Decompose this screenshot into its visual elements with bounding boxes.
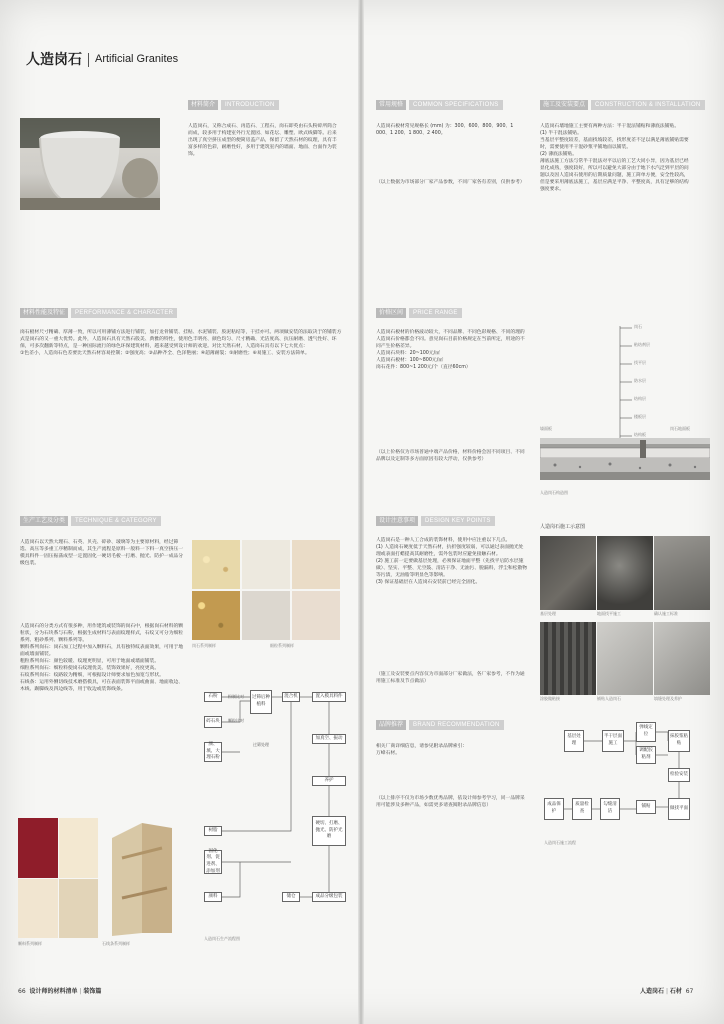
photo-tile-laying <box>597 622 653 696</box>
caption-samples-1: 岗石系列制样 <box>192 643 216 648</box>
planter-photo <box>20 118 160 210</box>
brand-head-en: BRAND RECOMMENDATION <box>409 720 504 730</box>
diagram-label-6: 结构板 <box>634 432 646 437</box>
photo-glue <box>540 622 596 696</box>
left-page-number: 66 <box>18 988 26 995</box>
technique-text-1: 人造岗石以天然大理石、石英、贝壳、碎砂、玻璃等为主要原材料，经过筛选、高压等多重工序精制而成，其生产流程是原料一般料一下料一真空挤压一模具料件一固压振荡成型一定置固化一硬切毛板一打磨、抛光、防护一成品分级包装。 <box>20 540 184 566</box>
technique-head-cn: 生产工艺及分类 <box>20 516 68 526</box>
photo-cap-3: 涂胶做粘接 <box>540 696 560 701</box>
proc-node-quality: 质量检查 <box>572 798 592 820</box>
flow-node-crushed-stone: 碎石块 <box>204 716 222 728</box>
flow-small-label-1: 粉制比对 <box>228 694 244 699</box>
page-title <box>26 50 178 70</box>
flow-node-mold: 置入模具料件 <box>312 692 346 702</box>
specs-section <box>376 100 503 110</box>
proc-node-base: 基层处理 <box>564 730 584 752</box>
performance-head-en: PERFORMANCE & CHARACTER <box>71 308 177 318</box>
planter-image <box>20 118 160 210</box>
diagram-label-5: 楼板层 <box>634 414 646 419</box>
specs-text: 人造岗石板材常见规格长 (mm) 为：300、600、800、900、1 000、1 200、1 800、2 400。 <box>376 124 514 136</box>
performance-text: 岗石板材尺寸精确、厚薄一致，所以可用薄铺方法进行铺装，加打龙骨铺装、挂贴、水泥铺装、胶泥粘结等，干挂亦可。两项做安装的法取决于的铺装方式是岗石的又一重大优势。此外，人造岗石具有天然石般美、典雅的特性，使用色丰明亮、颜色均匀、尺寸精确、光洁度高、抗压耐磨、透气性好、环保，可多次翻新等特点，是一种国际流行的绿色环保建筑材料，越来越受到设计师的欢迎。对比天然石材，人造岗石具有以下七大优点： ①色差小，人造岗石色差要比天然石材容易控制；②强度高；③品种齐全、色泽艳丽；④超薄耐裂；⑤耐磨性；⑥易施工、安装方法简单。 <box>20 330 342 356</box>
construction-diagram <box>540 318 710 498</box>
design-note: （施工及安装要点内容仅为市面部分厂家做法，各厂家参考，不作为通用施工标准及节点做法） <box>376 672 525 684</box>
design-section <box>376 516 495 526</box>
right-page-number: 67 <box>685 988 694 995</box>
design-head-en: DESIGN KEY POINTS <box>421 516 495 526</box>
diagram-label-4: 结构层 <box>634 396 646 401</box>
diagram-side-label: 墙面板 <box>540 426 552 431</box>
proc-node-adhesive: 调配胶粘剂 <box>636 746 656 764</box>
swatch-beige-speckle <box>192 540 240 589</box>
price-section <box>376 308 462 318</box>
caption-samples-3: 颗料系列制样 <box>18 941 42 946</box>
caption-lines: 石线条系列制样 <box>102 941 130 946</box>
brand-section <box>376 720 504 730</box>
caption-diagram: 人造岗石构造图 <box>540 490 568 495</box>
flow-node-stone-powder: 石粉 <box>204 692 222 702</box>
layer-diagram <box>540 318 710 498</box>
intro-head-en: INTRODUCTION <box>221 100 279 110</box>
photo-standard-check <box>654 536 710 610</box>
intro-text: 人造岗石，又称合成石、再造石、工程石，岗石即英由石头粉碎所筒合而成，较多用于构建室外行无置园、如花坛、雕塑、欧式线脚等。后来出现了真空挤压成型的便简房盖产品，保留了天然石材的纹理，具有丰富多样的色彩，耐磨性好，多用于建筑室内的墙面、地面、台面作为装饰。 <box>188 124 337 157</box>
swatch-cream <box>242 540 290 589</box>
brand-note: （以上排序不仅为市场少数优秀品牌，依设计师参考学习，同一品牌采用可能涉及多种产品，如需更多请查阅附录品牌信息） <box>376 796 525 808</box>
diagram-label-0: 岗石 <box>634 324 642 329</box>
flow-node-pigment-marble: 颜、填、大理石粉 <box>204 742 222 762</box>
footer-section: 装饰篇 <box>83 988 102 995</box>
install-head-cn: 施工及安装要点 <box>540 100 588 110</box>
caption-process: 人造岗石施工流程 <box>544 840 576 845</box>
footer-book-title: 设计师的材料清单 <box>29 988 78 995</box>
book-spine <box>358 0 364 1024</box>
photo-base-treatment <box>540 536 596 610</box>
caption-samples-2: 细粒系列制样 <box>270 643 294 648</box>
swatch-sand <box>59 879 99 939</box>
flow-node-hardener: 固化剂、促进剂、添加剂 <box>204 850 222 874</box>
install-text: 人造岗石墙地施工主要有两种方法：半干混法铺贴和薄底法铺贴。 (1) 半干混法铺贴。 当基层平整度较差，基面找坡较差，找形度差不足以满足薄底铺贴需要时，需要使用半干混砂浆平铺地面以铺装。 (2) 薄底法铺贴。 薄底法施工方法与常半干混法对平以后的工艺大同小异，因为基层已经显化成熟，强度较好，所以可以避免大部分由于地下水汽泛到平层的问题以及因人造岗石使用的后期质量问题，施工简单方便，安全性较高，但是要采用薄底法施工，基层应满足平净、平整度高，具有足够的结构强度要求。 <box>540 124 689 192</box>
technique-head-en: TECHNIQUE & CATEGORY <box>71 516 161 526</box>
footer-right-cat: 石材 <box>669 988 682 995</box>
title-divider <box>88 53 89 67</box>
intro-head-cn: 材料简介 <box>188 100 218 110</box>
technique-section <box>20 516 161 526</box>
photo-cap-0: 基层处理 <box>540 610 556 616</box>
photo-cap-2: 确认施工标准 <box>654 610 678 616</box>
proc-node-lay: 铺贴 <box>636 800 656 814</box>
proc-node-joint: 勾缝清洁 <box>600 798 620 820</box>
diagram-label-2: 找平层 <box>634 360 646 365</box>
install-head-en: CONSTRUCTION & INSTALLATION <box>591 100 705 110</box>
construction-photo-grid <box>540 536 710 706</box>
design-text: 人造岗石是一种人工合成的装饰材料，使用中应注重以下几点。 (1) 人造岗石硬度低于天然石材，抗折强度较弱，可以通过表面抛光处理或表面打蜡提高其耐磨性，需外包装时应避免接触石材。 (2) 施工前一定要做基层处理，必须保证地面平整（先找平后防水层施做）、坚实、平整、无空鼓、清洁干净、无油污、脱漏料，浮尘和松散物等污渍，无油脂等明显色等影响。 (3) 保证基础层在人造岗石安装前已经完全固化。 <box>376 538 528 585</box>
price-text: 人造岗石板材的价格波动较大，不同品牌、不同色彩规格、不同的理的人造岗石价格都会不同。意见岗石目前价格规定在当前所定，用途的不同产生价格差异。 人造岗石块料：20~100元/㎡ 人造岗石板材：100~800元/㎡ 岗石花件：800~1 200元/个（直径60cm） <box>376 330 525 370</box>
title-en: Artificial Granites <box>95 53 179 66</box>
price-head-en: PRICE RANGE <box>409 308 462 318</box>
flow-node-storage: 储仓 <box>282 892 300 902</box>
swatch-tan <box>292 540 340 589</box>
proc-node-mark: 弹线定位 <box>636 722 656 742</box>
swatch-gray <box>242 591 290 640</box>
proc-node-level: 做找平面 <box>668 798 690 820</box>
photo-cap-1: 地面找平施工 <box>597 610 621 616</box>
red-granite-samples <box>18 818 98 938</box>
swatch-gold <box>192 591 240 640</box>
swatch-pink <box>292 591 340 640</box>
proc-node-protect: 成品保护 <box>544 798 564 820</box>
process-connectors <box>540 718 700 828</box>
left-footer: 66 设计师的材料清单 | 装饰篇 <box>18 988 102 995</box>
construction-photos-title: 人造岗石施工示意图 <box>540 524 586 530</box>
flow-node-resin: 树脂 <box>204 826 222 836</box>
photo-leveling <box>597 536 653 610</box>
price-note: （以上价格仅为市场普通中端产品价格，材料价格会因不同项目、不同品牌以及定制等多方面原因有较大浮动，仅供参考） <box>376 450 525 462</box>
proc-node-semidry: 半干层面施工 <box>602 730 624 752</box>
flow-node-mixer: 混合机 <box>282 692 300 702</box>
design-head-cn: 设计注意事项 <box>376 516 418 526</box>
flow-node-vacuum: 加真空、振动 <box>312 734 346 744</box>
flow-node-cut-polish: 硬切、打磨、抛光、防护光磨 <box>312 816 346 846</box>
granite-swatch-grid <box>192 540 340 640</box>
flow-small-label-2: 颗粒比对 <box>228 718 244 723</box>
stone-line-samples <box>102 818 182 938</box>
install-section <box>540 100 705 110</box>
flow-node-sieved: 过筛后种植料 <box>250 690 272 714</box>
performance-head-cn: 材料性能及特征 <box>20 308 68 318</box>
flow-label-sieve: 过筛处理 <box>253 742 269 747</box>
flow-node-pigment: 颜料 <box>204 892 222 902</box>
proc-node-check: 检验安装 <box>668 768 690 782</box>
right-footer: 人造岗石 | 石材 67 <box>640 988 694 995</box>
stone-line-image <box>102 818 182 938</box>
caption-flowchart: 人造岗石生产流程图 <box>204 936 240 941</box>
intro-section <box>188 100 279 110</box>
price-head-cn: 价格区间 <box>376 308 406 318</box>
swatch-light <box>18 879 58 939</box>
swatch-red <box>18 818 58 878</box>
photo-grouting <box>654 622 710 696</box>
specs-head-en: COMMON SPECIFICATIONS <box>409 100 503 110</box>
flow-node-package: 成品分级包装 <box>312 892 346 902</box>
specs-note: （以上数据为市场部分厂家产品参数，不同厂家各有差别，仅供参考） <box>376 180 525 185</box>
footer-right-section: 人造岗石 <box>640 988 665 995</box>
specs-head-cn: 常用规格 <box>376 100 406 110</box>
swatch-ivory <box>59 818 99 878</box>
photo-cap-4: 铺贴人造岗石 <box>597 696 621 701</box>
photo-cap-5: 填缝处理及养护 <box>654 696 682 701</box>
technique-text-2: 人造岗石的分类方式有很多种，用作建筑或装饰的岗石中，根据岗石材料的颗粒状，分为石块系与石粉，根据生成材料与表面纹理样式，石纹又可分为细粒系列、粗砂系列、颗料系列等。 颗料系列岗石：岗石加工过程中加入颗料石，具有独特纹表面效果，可用于地面或墙面铺装。 粗粒系列岗石：颜色较暖、纹理更明显，可用于地面或墙面铺装。 细粒系列岗石：细粒料使岗石纹理优美、装饰效果好，亮度更高。 石纹系列岗石：纹路较为精细，可根据设计师要求加色加宽与形状。 石线条：运用外侧切线技术磨搭模具，可在表面装饰平面或曲面、地面收边、木线、踢脚线及四边线等，用于收边或装饰线条。 <box>20 624 184 692</box>
brand-text: 相关厂商详细信息，请参见附录品牌索引： 万峰石材。 <box>376 744 468 756</box>
title-cn: 人造岗石 <box>26 52 82 68</box>
diagram-label-3: 防水层 <box>634 378 646 383</box>
proc-node-paste: 抹胶浆粘贴 <box>668 730 690 752</box>
performance-section <box>20 308 177 318</box>
diagram-label-1: 粘结剂层 <box>634 342 650 347</box>
flow-node-curing: 养护 <box>312 776 346 786</box>
diagram-side-label-2: 岗石地面板 <box>670 426 690 431</box>
brand-head-cn: 品牌推荐 <box>376 720 406 730</box>
flowchart-connectors <box>200 686 350 908</box>
